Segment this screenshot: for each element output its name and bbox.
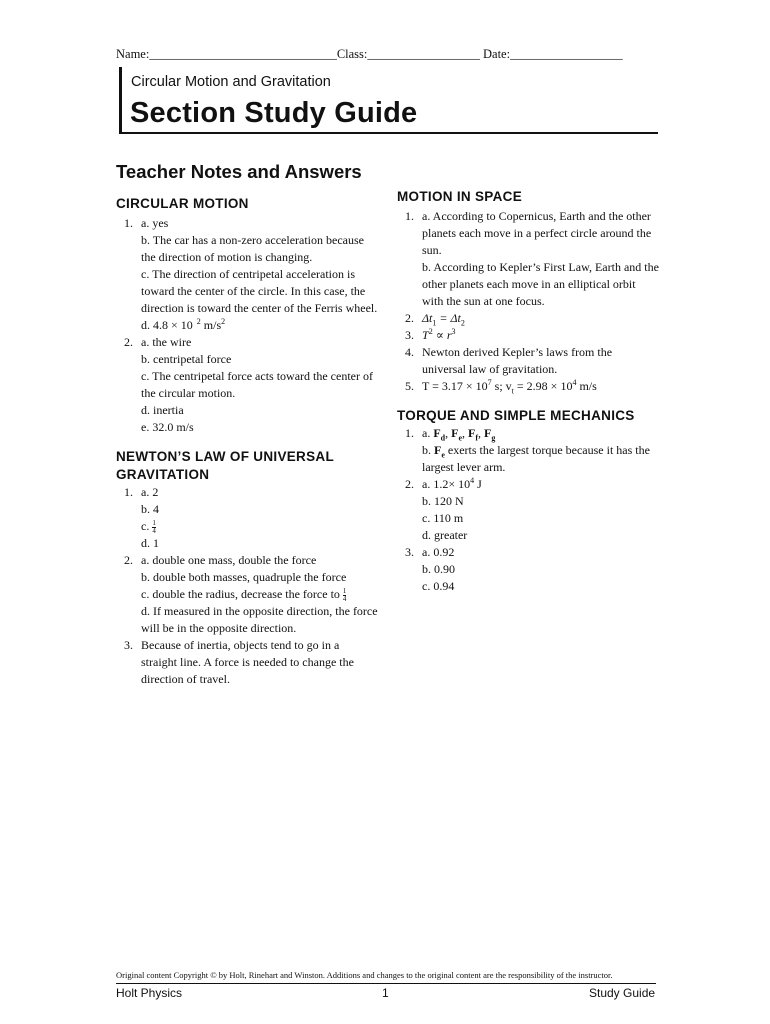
answer-line: Because of inertia, objects tend to go in a straight line. A force is needed to change the direction of travel. [141, 638, 354, 686]
answer-line: b. The car has a non-zero acceleration because the direction of motion is changing. [141, 233, 364, 264]
force-symbol: $F_e$ [434, 443, 445, 460]
answer-line: b. double both masses, quadruple the force [141, 570, 347, 584]
answer-unit: m/s [576, 379, 597, 393]
answer-line: b. centripetal force [141, 352, 232, 366]
answer-item [397, 544, 659, 595]
answer-line: a. double one mass, double the force [141, 553, 317, 567]
item-number: 2. [405, 477, 414, 491]
answer-line [422, 378, 659, 395]
fraction [343, 588, 347, 603]
answer-text: b. [422, 443, 431, 457]
answer-line: b. 4 [141, 502, 159, 516]
item-number: 3. [405, 328, 414, 342]
variable: T [422, 328, 429, 342]
section-heading-circular-motion: CIRCULAR MOTION [116, 196, 249, 211]
item-number: 5. [405, 379, 414, 393]
answer-line: c. The centripetal force acts toward the center of the circular motion. [141, 369, 373, 400]
answer-item [116, 334, 378, 436]
answer-line: a. the wire [141, 335, 192, 349]
force-symbol: $F_e$ [451, 426, 463, 443]
item-number: 2. [405, 311, 414, 325]
header-name-class-date: Name:______________________________Class:__________________ Date:__________________ [116, 47, 623, 61]
answer-unit: m/s [203, 318, 222, 332]
item-number: 2. [124, 553, 133, 567]
exponent: 4 [470, 476, 475, 485]
answer-line: d. inertia [141, 403, 184, 417]
answer-line [422, 310, 659, 327]
answer-item [116, 215, 378, 334]
answer-item [397, 476, 659, 544]
answer-text: d. 4.8 × 10 [141, 318, 193, 332]
answer-text: exerts the largest torque because it has the largest lever arm. [422, 443, 650, 474]
answer-line [141, 317, 378, 334]
answer-item [397, 327, 659, 344]
answer-text: = 2.98 × 10 [513, 379, 573, 393]
answer-line: c. 110 m [422, 511, 464, 525]
answer-line: Newton derived Kepler’s laws from the universal law of gravitation. [422, 345, 613, 376]
section-heading-motion-in-space: MOTION IN SPACE [397, 189, 523, 204]
answer-item [397, 378, 659, 395]
exponent: 3 [451, 327, 456, 336]
title-block [119, 67, 658, 134]
answer-item [397, 310, 659, 327]
right-column [397, 188, 659, 595]
item-number: 1. [405, 426, 414, 440]
chapter-title: Circular Motion and Gravitation [131, 74, 331, 90]
fraction-denominator: 4 [152, 526, 156, 535]
answer-text: s; v [491, 379, 512, 393]
item-number: 2. [124, 335, 133, 349]
item-number: 4. [405, 345, 414, 359]
answer-line: a. According to Copernicus, Earth and the other planets each move in a perfect circle around the sun. [422, 209, 652, 257]
answer-line [422, 442, 659, 476]
operator: ∝ [432, 328, 447, 342]
exponent: 4 [572, 378, 577, 387]
variable: = Δt [436, 311, 461, 325]
fraction [152, 520, 156, 535]
answer-line: b. According to Kepler’s First Law, Earth and the other planets each move in an elliptical orbit with the sun at one focus. [422, 260, 659, 308]
footer-divider [116, 983, 656, 984]
answer-line: c. The direction of centripetal acceleration is toward the center of the circle. In this case, the direction is toward the center of the Ferris wheel. [141, 267, 378, 315]
answer-text: c. double the radius, decrease the force to [141, 587, 340, 601]
answer-line [422, 476, 659, 493]
exponent: 2 [428, 327, 433, 336]
subscript: 1 [432, 318, 437, 328]
answer-line: b. 0.90 [422, 562, 455, 576]
item-number: 1. [405, 209, 414, 223]
answer-line: d. 1 [141, 536, 159, 550]
variable: r [446, 328, 452, 342]
item-number: 3. [405, 545, 414, 559]
section-heading-torque: TORQUE AND SIMPLE MECHANICS [397, 408, 635, 423]
answer-text: a. 1.2× 10 [422, 477, 471, 491]
fraction-numerator: 1 [342, 586, 347, 595]
answer-line [422, 327, 659, 344]
item-number: 1. [124, 216, 133, 230]
force-symbol: $F_f$ [468, 426, 479, 443]
force-symbol: $F_d$ [433, 426, 446, 443]
item-number: 1. [124, 485, 133, 499]
answer-line: b. 120 N [422, 494, 464, 508]
answer-line: d. greater [422, 528, 468, 542]
answer-line: e. 32.0 m/s [141, 420, 194, 434]
answer-line: d. If measured in the opposite direction, the force will be in the opposite direction. [141, 604, 378, 635]
answer-item [116, 552, 378, 637]
answer-text: T = 3.17 × 10 [422, 379, 488, 393]
subscript: t [511, 386, 514, 396]
exponent: 7 [487, 378, 492, 387]
answer-line: a. 2 [141, 485, 159, 499]
answer-line [141, 586, 378, 603]
exponent: 2 [221, 317, 226, 326]
answer-item [397, 344, 659, 378]
answer-line: c. 0.94 [422, 579, 455, 593]
subscript: 2 [460, 318, 465, 328]
answer-line: a. yes [141, 216, 169, 230]
answer-item [397, 208, 659, 310]
answer-item [397, 425, 659, 476]
answer-line: a. 0.92 [422, 545, 455, 559]
variable: Δt [422, 311, 433, 325]
answer-line: a. $F_d$, $F_e$, $F_f$, $F_g$ [422, 426, 496, 443]
answer-text: a. [422, 426, 431, 440]
notes-heading: Teacher Notes and Answers [116, 161, 362, 182]
section-heading-newtons-law: NEWTON’S LAW OF UNIVERSAL GRAVITATION [116, 449, 334, 482]
force-symbol: $F_g$ [484, 426, 496, 443]
exponent: 2 [196, 317, 201, 326]
answer-unit: J [474, 477, 482, 491]
fraction-numerator: 1 [152, 518, 156, 527]
answer-line [141, 518, 378, 535]
footer-document-type: Study Guide [589, 986, 656, 1000]
answer-item [116, 637, 378, 688]
page-number: 1 [382, 986, 389, 1000]
answer-item [116, 484, 378, 552]
answer-text: c. [141, 519, 150, 533]
fraction-denominator: 4 [342, 594, 347, 603]
copyright-notice: Original content Copyright © by Holt, Rinehart and Winston. Additions and changes to the original content are the responsibility of the instructor. [116, 970, 613, 980]
left-column [116, 195, 378, 688]
footer-book-title: Holt Physics [116, 986, 183, 1000]
page-title: Section Study Guide [130, 97, 418, 129]
item-number: 3. [124, 638, 133, 652]
